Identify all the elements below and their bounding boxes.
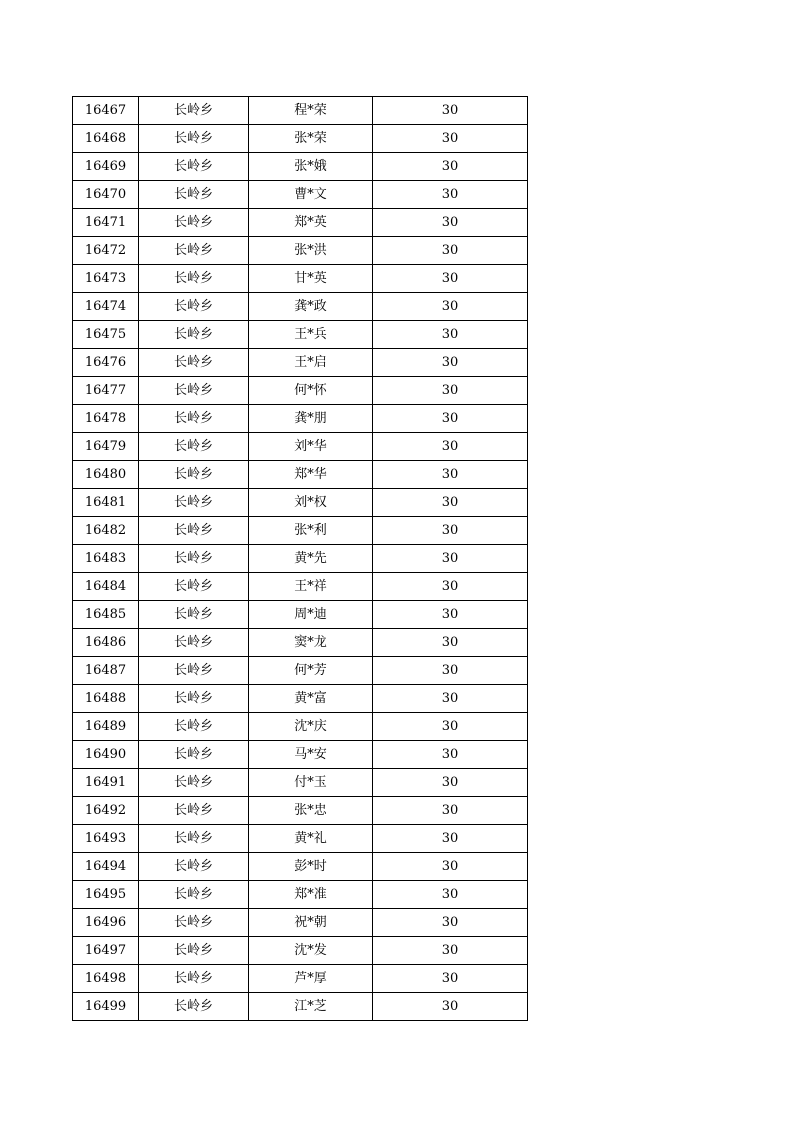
cell-amount: 30 — [373, 685, 528, 713]
cell-name: 芦*厚 — [249, 965, 373, 993]
cell-name: 何*芳 — [249, 657, 373, 685]
cell-town: 长岭乡 — [139, 881, 249, 909]
cell-name: 黄*先 — [249, 545, 373, 573]
cell-town: 长岭乡 — [139, 489, 249, 517]
cell-amount: 30 — [373, 517, 528, 545]
cell-amount: 30 — [373, 797, 528, 825]
table-row — [73, 97, 528, 125]
cell-amount: 30 — [373, 545, 528, 573]
table-row — [73, 433, 528, 461]
cell-town: 长岭乡 — [139, 965, 249, 993]
cell-id: 16490 — [73, 741, 139, 769]
cell-id: 16496 — [73, 909, 139, 937]
cell-name: 窦*龙 — [249, 629, 373, 657]
table-row — [73, 881, 528, 909]
cell-id: 16475 — [73, 321, 139, 349]
cell-town: 长岭乡 — [139, 853, 249, 881]
cell-id: 16489 — [73, 713, 139, 741]
cell-id: 16477 — [73, 377, 139, 405]
cell-name: 张*洪 — [249, 237, 373, 265]
cell-id: 16478 — [73, 405, 139, 433]
table-row — [73, 657, 528, 685]
cell-name: 张*利 — [249, 517, 373, 545]
cell-town: 长岭乡 — [139, 125, 249, 153]
cell-name: 王*祥 — [249, 573, 373, 601]
cell-name: 刘*华 — [249, 433, 373, 461]
cell-name: 张*忠 — [249, 797, 373, 825]
cell-amount: 30 — [373, 937, 528, 965]
cell-id: 16476 — [73, 349, 139, 377]
cell-id: 16482 — [73, 517, 139, 545]
cell-id: 16479 — [73, 433, 139, 461]
cell-amount: 30 — [373, 153, 528, 181]
cell-amount: 30 — [373, 769, 528, 797]
cell-id: 16485 — [73, 601, 139, 629]
cell-name: 周*迪 — [249, 601, 373, 629]
cell-name: 郑*华 — [249, 461, 373, 489]
cell-amount: 30 — [373, 405, 528, 433]
cell-amount: 30 — [373, 601, 528, 629]
cell-town: 长岭乡 — [139, 461, 249, 489]
cell-town: 长岭乡 — [139, 209, 249, 237]
cell-name: 张*荣 — [249, 125, 373, 153]
cell-town: 长岭乡 — [139, 685, 249, 713]
cell-town: 长岭乡 — [139, 657, 249, 685]
cell-id: 16483 — [73, 545, 139, 573]
cell-town: 长岭乡 — [139, 97, 249, 125]
cell-town: 长岭乡 — [139, 153, 249, 181]
cell-amount: 30 — [373, 377, 528, 405]
cell-amount: 30 — [373, 265, 528, 293]
cell-id: 16473 — [73, 265, 139, 293]
cell-name: 王*兵 — [249, 321, 373, 349]
cell-town: 长岭乡 — [139, 825, 249, 853]
table-row — [73, 377, 528, 405]
cell-id: 16472 — [73, 237, 139, 265]
cell-id: 16491 — [73, 769, 139, 797]
table-row — [73, 741, 528, 769]
cell-town: 长岭乡 — [139, 937, 249, 965]
cell-amount: 30 — [373, 881, 528, 909]
table-row — [73, 517, 528, 545]
cell-id: 16494 — [73, 853, 139, 881]
cell-id: 16486 — [73, 629, 139, 657]
cell-name: 沈*庆 — [249, 713, 373, 741]
cell-amount: 30 — [373, 293, 528, 321]
cell-amount: 30 — [373, 909, 528, 937]
cell-town: 长岭乡 — [139, 573, 249, 601]
table-row — [73, 685, 528, 713]
cell-town: 长岭乡 — [139, 293, 249, 321]
cell-name: 黄*富 — [249, 685, 373, 713]
cell-amount: 30 — [373, 629, 528, 657]
table-row — [73, 573, 528, 601]
cell-town: 长岭乡 — [139, 405, 249, 433]
cell-id: 16469 — [73, 153, 139, 181]
table-row — [73, 993, 528, 1021]
table-row — [73, 153, 528, 181]
cell-town: 长岭乡 — [139, 769, 249, 797]
table-row — [73, 405, 528, 433]
table-row — [73, 237, 528, 265]
cell-amount: 30 — [373, 349, 528, 377]
cell-town: 长岭乡 — [139, 545, 249, 573]
table-row — [73, 965, 528, 993]
cell-name: 郑*英 — [249, 209, 373, 237]
table-row — [73, 545, 528, 573]
cell-id: 16471 — [73, 209, 139, 237]
cell-id: 16484 — [73, 573, 139, 601]
cell-amount: 30 — [373, 657, 528, 685]
cell-name: 江*芝 — [249, 993, 373, 1021]
cell-amount: 30 — [373, 461, 528, 489]
table-row — [73, 181, 528, 209]
cell-id: 16497 — [73, 937, 139, 965]
cell-amount: 30 — [373, 573, 528, 601]
cell-name: 沈*发 — [249, 937, 373, 965]
cell-id: 16481 — [73, 489, 139, 517]
table-row — [73, 937, 528, 965]
cell-town: 长岭乡 — [139, 265, 249, 293]
cell-amount: 30 — [373, 853, 528, 881]
cell-name: 彭*时 — [249, 853, 373, 881]
cell-town: 长岭乡 — [139, 629, 249, 657]
cell-id: 16480 — [73, 461, 139, 489]
cell-town: 长岭乡 — [139, 237, 249, 265]
cell-name: 刘*权 — [249, 489, 373, 517]
cell-name: 马*安 — [249, 741, 373, 769]
cell-id: 16499 — [73, 993, 139, 1021]
cell-id: 16474 — [73, 293, 139, 321]
cell-name: 王*启 — [249, 349, 373, 377]
cell-name: 龚*政 — [249, 293, 373, 321]
cell-town: 长岭乡 — [139, 741, 249, 769]
cell-name: 郑*准 — [249, 881, 373, 909]
record-table — [72, 96, 528, 1021]
cell-name: 甘*英 — [249, 265, 373, 293]
table-row — [73, 321, 528, 349]
table-row — [73, 265, 528, 293]
cell-id: 16498 — [73, 965, 139, 993]
cell-amount: 30 — [373, 181, 528, 209]
cell-amount: 30 — [373, 125, 528, 153]
cell-id: 16495 — [73, 881, 139, 909]
table-row — [73, 601, 528, 629]
cell-amount: 30 — [373, 741, 528, 769]
cell-id: 16493 — [73, 825, 139, 853]
table-row — [73, 209, 528, 237]
cell-name: 祝*朝 — [249, 909, 373, 937]
table-row — [73, 629, 528, 657]
cell-town: 长岭乡 — [139, 601, 249, 629]
cell-name: 何*怀 — [249, 377, 373, 405]
cell-id: 16487 — [73, 657, 139, 685]
cell-town: 长岭乡 — [139, 909, 249, 937]
cell-id: 16488 — [73, 685, 139, 713]
cell-amount: 30 — [373, 965, 528, 993]
cell-id: 16468 — [73, 125, 139, 153]
cell-name: 黄*礼 — [249, 825, 373, 853]
cell-amount: 30 — [373, 237, 528, 265]
table-row — [73, 909, 528, 937]
cell-town: 长岭乡 — [139, 517, 249, 545]
table-row — [73, 349, 528, 377]
table-row — [73, 489, 528, 517]
cell-amount: 30 — [373, 209, 528, 237]
table-row — [73, 713, 528, 741]
cell-town: 长岭乡 — [139, 713, 249, 741]
cell-amount: 30 — [373, 825, 528, 853]
cell-name: 程*荣 — [249, 97, 373, 125]
cell-town: 长岭乡 — [139, 993, 249, 1021]
table-row — [73, 825, 528, 853]
table-row — [73, 125, 528, 153]
cell-amount: 30 — [373, 97, 528, 125]
cell-name: 龚*朋 — [249, 405, 373, 433]
cell-id: 16492 — [73, 797, 139, 825]
cell-id: 16470 — [73, 181, 139, 209]
table-row — [73, 853, 528, 881]
table-row — [73, 293, 528, 321]
cell-name: 曹*文 — [249, 181, 373, 209]
record-table-body — [73, 97, 528, 1021]
cell-town: 长岭乡 — [139, 321, 249, 349]
table-row — [73, 769, 528, 797]
cell-town: 长岭乡 — [139, 433, 249, 461]
cell-amount: 30 — [373, 489, 528, 517]
cell-town: 长岭乡 — [139, 377, 249, 405]
cell-id: 16467 — [73, 97, 139, 125]
cell-name: 付*玉 — [249, 769, 373, 797]
table-row — [73, 461, 528, 489]
cell-amount: 30 — [373, 993, 528, 1021]
cell-amount: 30 — [373, 713, 528, 741]
cell-name: 张*娥 — [249, 153, 373, 181]
cell-town: 长岭乡 — [139, 797, 249, 825]
cell-amount: 30 — [373, 321, 528, 349]
table-row — [73, 797, 528, 825]
cell-town: 长岭乡 — [139, 181, 249, 209]
cell-amount: 30 — [373, 433, 528, 461]
cell-town: 长岭乡 — [139, 349, 249, 377]
